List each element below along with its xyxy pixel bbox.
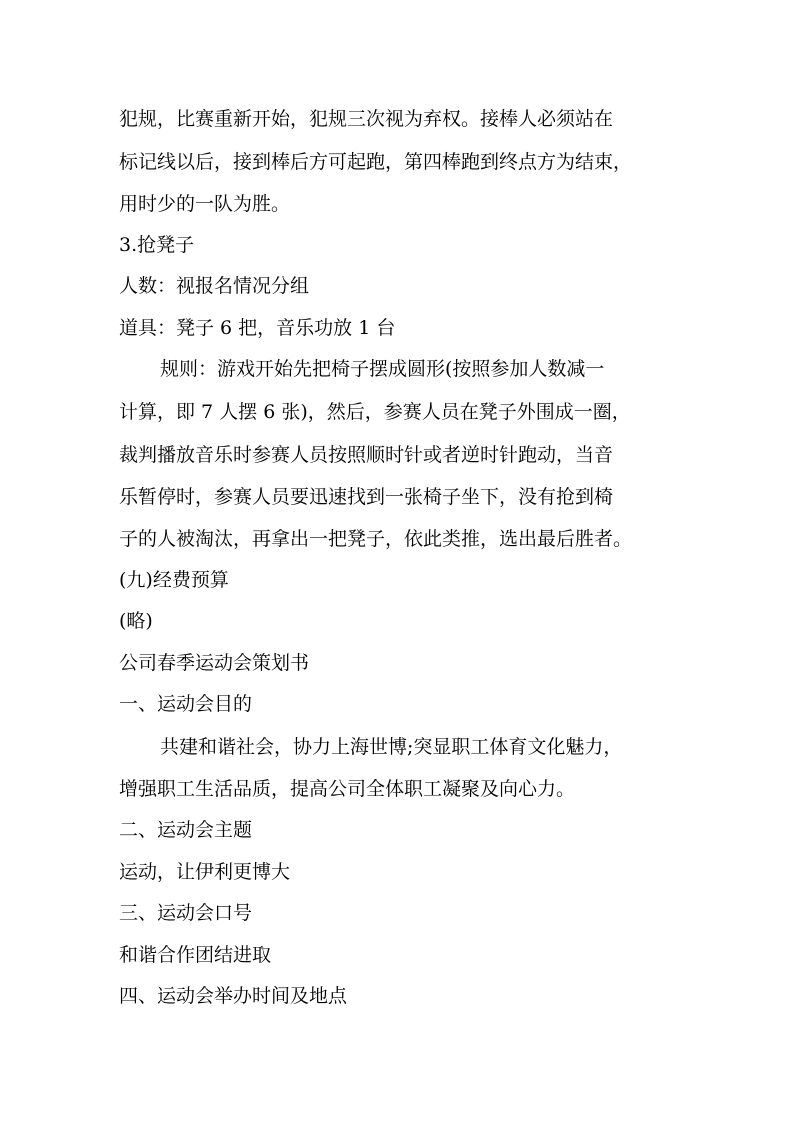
paragraph-line: 标记线以后，接到棒后方可起跑，第四棒跑到终点方为结束， — [119, 151, 633, 173]
section-heading: 二、运动会主题 — [119, 819, 253, 841]
section-heading: 3.抢凳子 — [119, 234, 195, 256]
paragraph-line: 共建和谐社会，协力上海世博;突显职工体育文化魅力， — [160, 736, 623, 758]
section-heading: 三、运动会口号 — [119, 902, 253, 924]
paragraph-line: 子的人被淘汰，再拿出一把凳子，依此类推，选出最后胜者。 — [119, 528, 633, 550]
paragraph-line: 道具：凳子 6 把，音乐功放 1 台 — [119, 317, 396, 339]
paragraph-line: 人数：视报名情况分组 — [119, 275, 310, 297]
paragraph-line: 运动，让伊利更博大 — [119, 861, 291, 883]
section-heading: 四、运动会举办时间及地点 — [119, 985, 348, 1007]
paragraph-line: (略) — [119, 610, 153, 632]
paragraph-line: 乐暂停时，参赛人员要迅速找到一张椅子坐下，没有抢到椅 — [119, 486, 614, 508]
paragraph-line: 规则：游戏开始先把椅子摆成圆形(按照参加人数减一 — [160, 358, 605, 380]
section-heading: (九)经费预算 — [119, 569, 229, 591]
section-heading: 一、运动会目的 — [119, 693, 253, 715]
document-title: 公司春季运动会策划书 — [119, 652, 310, 674]
paragraph-line: 犯规，比赛重新开始，犯规三次视为弃权。接棒人必须站在 — [119, 108, 614, 130]
paragraph-line: 增强职工生活品质，提高公司全体职工凝聚及向心力。 — [119, 778, 576, 800]
paragraph-line: 和谐合作团结进取 — [119, 944, 272, 966]
paragraph-line: 计算，即 7 人摆 6 张)，然后，参赛人员在凳子外围成一圈， — [119, 401, 631, 423]
paragraph-line: 用时少的一队为胜。 — [119, 193, 291, 215]
paragraph-line: 裁判播放音乐时参赛人员按照顺时针或者逆时针跑动，当音 — [119, 444, 614, 466]
